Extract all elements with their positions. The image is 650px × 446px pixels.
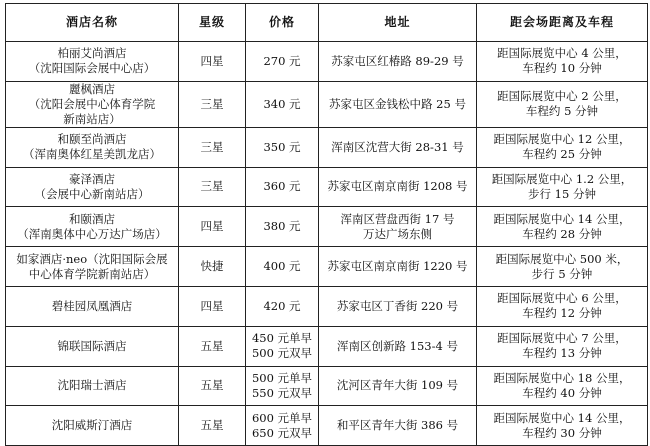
distance-line: 距国际展览中心 6 公里， xyxy=(497,291,627,306)
price-cell xyxy=(246,42,319,82)
price-line: 550 元双早 xyxy=(251,385,313,400)
address-line: 苏家屯区南京南街 1220 号 xyxy=(327,259,468,274)
hotel-table xyxy=(5,3,648,446)
address-line: 苏家屯区红椿路 89-29 号 xyxy=(331,53,464,68)
address-cell xyxy=(319,42,477,82)
hotel-name-cell xyxy=(6,167,179,207)
distance-line: 距国际展览中心 14 公里， xyxy=(493,410,631,425)
distance-cell xyxy=(477,42,648,82)
hotel-name-line: （沈阳国际会展中心店） xyxy=(28,61,156,76)
distance-line: 距国际展览中心 1.2 公里， xyxy=(491,171,633,186)
price-line: 450 元单早 xyxy=(251,331,313,346)
hotel-name-line: 和颐酒店 xyxy=(69,211,115,226)
distance-cell xyxy=(477,286,648,326)
table-header-row xyxy=(6,4,648,42)
hotel-name-cell xyxy=(6,286,179,326)
price-cell xyxy=(246,286,319,326)
hotel-name-line: （会展中心新南站店） xyxy=(34,186,150,201)
table-row xyxy=(6,42,648,82)
address-cell xyxy=(319,286,477,326)
hotel-name-line: 柏丽艾尚酒店 xyxy=(57,46,127,61)
address-line: 浑南区创新路 153-4 号 xyxy=(337,338,458,353)
hotel-name-line: （浑南奥体中心万达广场店） xyxy=(17,226,167,241)
distance-cell xyxy=(477,326,648,366)
hotel-name-line: 沈阳瑞士酒店 xyxy=(57,378,127,393)
table-row xyxy=(6,167,648,207)
distance-line: 距国际展览中心 2 公里， xyxy=(497,89,627,104)
price-cell xyxy=(246,81,319,127)
hotel-name-cell xyxy=(6,366,179,406)
table-row xyxy=(6,247,648,287)
table-row xyxy=(6,207,648,247)
address-line: 苏家屯区金钱松中路 25 号 xyxy=(329,96,466,111)
star-cell: 五星 xyxy=(179,406,246,446)
distance-line: 距国际展览中心 18 公里， xyxy=(493,370,631,385)
distance-line: 步行 15 分钟 xyxy=(528,186,596,201)
distance-cell xyxy=(477,81,648,127)
header-distance: 距会场距离及车程 xyxy=(477,4,648,42)
address-cell xyxy=(319,167,477,207)
star-cell: 四星 xyxy=(179,42,246,82)
price-line: 600 元单早 xyxy=(251,410,313,425)
hotel-name-cell xyxy=(6,326,179,366)
hotel-name-cell xyxy=(6,42,179,82)
hotel-name-cell xyxy=(6,247,179,287)
star-cell: 四星 xyxy=(179,286,246,326)
address-line: 苏家屯区丁香街 220 号 xyxy=(336,298,459,313)
hotel-name-line: （沈阳会展中心体育学院 xyxy=(28,96,156,111)
address-line: 浑南区沈营大街 28-31 号 xyxy=(331,139,464,154)
price-line: 350 元 xyxy=(263,139,301,154)
star-cell: 四星 xyxy=(179,207,246,247)
distance-line: 车程约 28 分钟 xyxy=(522,226,602,241)
price-cell xyxy=(246,127,319,167)
star-cell: 三星 xyxy=(179,127,246,167)
distance-line: 车程约 30 分钟 xyxy=(522,425,602,440)
distance-cell xyxy=(477,127,648,167)
distance-line: 车程约 12 分钟 xyxy=(522,306,602,321)
price-line: 420 元 xyxy=(263,298,301,313)
table-row xyxy=(6,406,648,446)
address-line: 浑南区营盘西街 17 号 xyxy=(340,211,455,226)
price-line: 500 元单早 xyxy=(251,370,313,385)
hotel-name-line: （浑南奥体红星美凯龙店） xyxy=(23,147,161,162)
distance-line: 距国际展览中心 12 公里， xyxy=(493,132,631,147)
price-cell xyxy=(246,326,319,366)
table-row xyxy=(6,127,648,167)
hotel-name-line: 麗枫酒店 xyxy=(69,81,115,96)
hotel-name-line: 新南站店） xyxy=(63,111,121,126)
header-hotel-name: 酒店名称 xyxy=(6,4,179,42)
hotel-name-cell xyxy=(6,406,179,446)
header-address: 地址 xyxy=(319,4,477,42)
hotel-name-cell xyxy=(6,81,179,127)
address-line: 沈河区青年大街 109 号 xyxy=(336,378,459,393)
distance-line: 距国际展览中心 4 公里， xyxy=(497,46,627,61)
star-cell: 快捷 xyxy=(179,247,246,287)
price-line: 360 元 xyxy=(263,179,301,194)
address-line: 苏家屯区南京南街 1208 号 xyxy=(327,179,468,194)
address-cell xyxy=(319,207,477,247)
distance-line: 车程约 10 分钟 xyxy=(522,61,602,76)
distance-cell xyxy=(477,207,648,247)
distance-line: 距国际展览中心 500 米， xyxy=(495,251,629,266)
star-cell: 三星 xyxy=(179,167,246,207)
distance-line: 距国际展览中心 14 公里， xyxy=(493,211,631,226)
hotel-name-line: 豪泽酒店 xyxy=(69,171,115,186)
table-row xyxy=(6,326,648,366)
price-cell xyxy=(246,167,319,207)
hotel-name-cell xyxy=(6,127,179,167)
hotel-name-cell xyxy=(6,207,179,247)
distance-cell xyxy=(477,167,648,207)
price-cell xyxy=(246,366,319,406)
address-cell xyxy=(319,326,477,366)
price-cell xyxy=(246,406,319,446)
table-row xyxy=(6,81,648,127)
price-line: 400 元 xyxy=(263,259,301,274)
hotel-name-line: 碧桂园凤凰酒店 xyxy=(51,298,133,313)
address-cell xyxy=(319,406,477,446)
distance-line: 距国际展览中心 7 公里， xyxy=(497,331,627,346)
star-cell: 三星 xyxy=(179,81,246,127)
star-cell: 五星 xyxy=(179,366,246,406)
hotel-name-line: 和颐至尚酒店 xyxy=(57,132,127,147)
price-line: 270 元 xyxy=(263,53,301,68)
hotel-name-line: 中心体育学院新南站店） xyxy=(28,266,156,281)
distance-line: 车程约 13 分钟 xyxy=(522,346,602,361)
hotel-table-container xyxy=(5,3,647,439)
table-row xyxy=(6,366,648,406)
distance-line: 车程约 40 分钟 xyxy=(522,385,602,400)
address-cell xyxy=(319,81,477,127)
address-cell xyxy=(319,127,477,167)
distance-cell xyxy=(477,406,648,446)
price-cell xyxy=(246,207,319,247)
address-line: 万达广场东侧 xyxy=(363,226,432,241)
hotel-name-line: 如家酒店·neo（沈阳国际会展 xyxy=(16,251,168,266)
distance-line: 步行 5 分钟 xyxy=(531,266,593,281)
hotel-name-line: 沈阳威斯汀酒店 xyxy=(51,418,133,433)
price-cell xyxy=(246,247,319,287)
header-price: 价格 xyxy=(246,4,319,42)
address-line: 和平区青年大街 386 号 xyxy=(336,418,459,433)
price-line: 500 元双早 xyxy=(251,346,313,361)
distance-cell xyxy=(477,366,648,406)
distance-line: 车程约 5 分钟 xyxy=(525,104,599,119)
header-star: 星级 xyxy=(179,4,246,42)
address-cell xyxy=(319,247,477,287)
star-cell: 五星 xyxy=(179,326,246,366)
table-row xyxy=(6,286,648,326)
price-line: 340 元 xyxy=(263,96,301,111)
distance-line: 车程约 25 分钟 xyxy=(522,147,602,162)
hotel-name-line: 锦联国际酒店 xyxy=(57,338,127,353)
price-line: 380 元 xyxy=(263,219,301,234)
address-cell xyxy=(319,366,477,406)
distance-cell xyxy=(477,247,648,287)
price-line: 650 元双早 xyxy=(251,425,313,440)
table-body xyxy=(6,42,648,446)
